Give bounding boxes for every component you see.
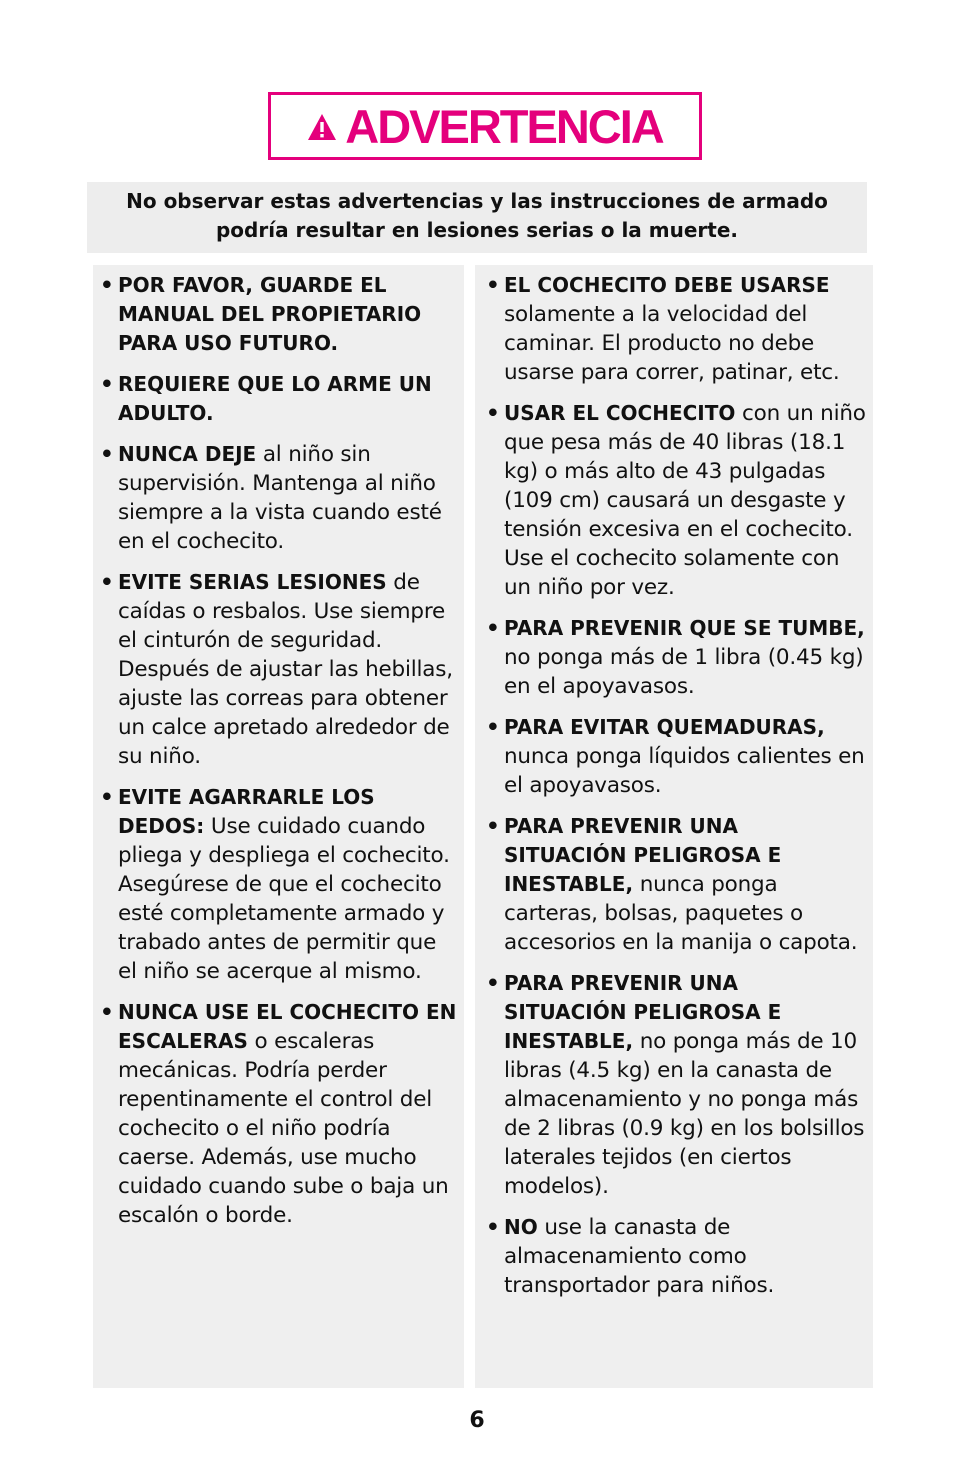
warning-text: nunca ponga carteras, bolsas, paquetes o accesorios en la manija o capota. xyxy=(504,872,858,955)
warning-text: al niño sin supervisión. Mantenga al niño siempre a la vista cuando esté en el cochecito. xyxy=(118,442,442,554)
warning-item xyxy=(100,440,458,556)
bullet: • xyxy=(486,814,500,839)
warning-lead: PARA PREVENIR UNA SITUACIÓN PELIGROSA E INESTABLE, xyxy=(504,814,782,896)
warning-lead: PARA PREVENIR QUE SE TUMBE, xyxy=(504,616,865,640)
warning-lead: EVITE AGARRARLE LOS DEDOS: xyxy=(118,785,375,838)
warning-text: solamente a la velocidad del caminar. El producto no debe usarse para correr, patinar, etc. xyxy=(504,302,840,385)
warning-item xyxy=(100,783,458,986)
warning-lead: USAR EL COCHECITO xyxy=(504,401,736,425)
bullet: • xyxy=(100,570,114,595)
warning-item xyxy=(100,271,458,358)
bullet: • xyxy=(100,785,114,810)
bullet: • xyxy=(100,273,114,298)
warning-text: use la canasta de almacenamiento como transportador para niños. xyxy=(504,1215,775,1298)
warning-text: Use cuidado cuando pliega y despliega el cochecito. Asegúrese de que el cochecito esté completamente armado y trabado antes de permitir que el niño se acerque al mismo. xyxy=(118,814,450,984)
bullet: • xyxy=(100,372,114,397)
warning-item xyxy=(100,998,458,1230)
warning-lead: NO xyxy=(504,1215,538,1239)
warning-item xyxy=(486,614,867,701)
bullet: • xyxy=(486,1215,500,1240)
warning-lead: REQUIERE QUE LO ARME UN ADULTO. xyxy=(118,372,432,425)
warning-lead: NUNCA DEJE xyxy=(118,442,257,466)
bullet: • xyxy=(100,442,114,467)
warning-lead: EL COCHECITO DEBE USARSE xyxy=(504,273,830,297)
warning-text: no ponga más de 10 libras (4.5 kg) en la canasta de almacenamiento y no ponga más de 2 libras (0.9 kg) en los bolsillos laterales tejidos (en ciertos modelos). xyxy=(504,1029,865,1199)
warning-lead: EVITE SERIAS LESIONES xyxy=(118,570,387,594)
warning-item xyxy=(486,399,867,602)
warning-triangle-icon xyxy=(307,113,337,141)
warning-item xyxy=(100,370,458,428)
warning-lead: NUNCA USE EL COCHECITO EN ESCALERAS xyxy=(118,1000,457,1053)
bullet: • xyxy=(486,971,500,996)
warning-text: no ponga más de 1 libra (0.45 kg) en el apoyavasos. xyxy=(504,645,864,699)
bullet: • xyxy=(486,616,500,641)
warning-text: nunca ponga líquidos calientes en el apoyavasos. xyxy=(504,744,865,798)
warning-item xyxy=(486,713,867,800)
intro-warning xyxy=(87,182,867,253)
warning-text: o escaleras mecánicas. Podría perder repentinamente el control del cochecito o el niño podría caerse. Además, use mucho cuidado cuando sube o baja un escalón o borde. xyxy=(118,1029,449,1228)
banner-title: ADVERTENCIA xyxy=(345,99,663,153)
warning-banner xyxy=(268,92,702,160)
warning-item xyxy=(486,1213,867,1300)
bullet: • xyxy=(100,1000,114,1025)
warning-text: de caídas o resbalos. Use siempre el cinturón de seguridad. Después de ajustar las hebillas, ajuste las correas para obtener un calce apretado alrededor de su niño. xyxy=(118,570,453,769)
warning-lead: PARA EVITAR QUEMADURAS, xyxy=(504,715,825,739)
warning-item xyxy=(486,812,867,957)
warning-lead: POR FAVOR, GUARDE EL MANUAL DEL PROPIETARIO PARA USO FUTURO. xyxy=(118,273,422,355)
bullet: • xyxy=(486,401,500,426)
page-number: 6 xyxy=(469,1408,485,1433)
left-warning-column xyxy=(93,265,464,1388)
right-warning-column xyxy=(475,265,873,1388)
warning-item xyxy=(486,271,867,387)
bullet: • xyxy=(486,715,500,740)
warning-text: con un niño que pesa más de 40 libras (18.1 kg) o más alto de 43 pulgadas (109 cm) causará un desgaste y tensión excesiva en el cochecito. Use el cochecito solamente con un niño por vez. xyxy=(504,401,866,600)
warning-lead: PARA PREVENIR UNA SITUACIÓN PELIGROSA E INESTABLE, xyxy=(504,971,782,1053)
warning-item xyxy=(486,969,867,1201)
intro-line-2: podría resultar en lesiones serias o la muerte. xyxy=(215,218,738,242)
intro-line-1: No observar estas advertencias y las instrucciones de armado xyxy=(126,189,828,213)
warning-item xyxy=(100,568,458,771)
bullet: • xyxy=(486,273,500,298)
